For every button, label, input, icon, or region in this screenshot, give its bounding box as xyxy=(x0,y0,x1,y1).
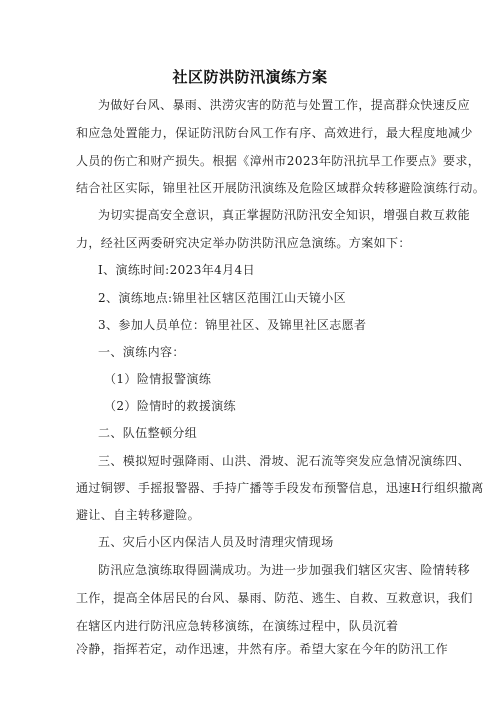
paragraph-line: 工作，提高全体居民的台风、暴雨、防范、逃生、自救、互救意识，我们 xyxy=(76,591,473,605)
section-heading: 二、队伍整顿分组 xyxy=(98,426,198,440)
list-item: I、演练时间:2023年4月4日 xyxy=(98,263,255,277)
paragraph-line: 避让、自主转移避险。 xyxy=(76,508,201,522)
section-heading: 五、灾后小区内保洁人员及时清理灾情现场 xyxy=(98,535,334,549)
section-heading: 一、演练内容： xyxy=(98,345,185,359)
paragraph-line: 结合社区实际，锦里社区开展防汛演练及危险区域群众转移避险演练行动。 xyxy=(76,181,486,195)
list-item: （2）险情时的救援演练 xyxy=(104,399,237,413)
list-item: 3、参加人员单位：锦里社区、及锦里社区志愿者 xyxy=(98,318,367,332)
paragraph-line: 和应急处置能力，保证防汛防台风工作有序、高效进行，最大程度地减少 xyxy=(76,126,473,140)
list-item: 2、演练地点:锦里社区辖区范围江山天镜小区 xyxy=(98,291,347,305)
paragraph-line: 人员的伤亡和财产损失。根据《漳州市2023年防汛抗旱工作要点》要求， xyxy=(76,154,481,168)
list-item: （1）险情报警演练 xyxy=(104,372,212,386)
paragraph-line: 在辖区内进行防汛应急转移演练，在演练过程中，队员沉着 xyxy=(76,619,399,633)
paragraph-line: 力，经社区两委研究决定举办防洪防汛应急演练。方案如下： xyxy=(76,236,411,250)
document-title: 社区防洪防汛演练方案 xyxy=(172,68,328,86)
paragraph-line: 为切实提高安全意识，真正掌握防汛防汛安全知识，增强自救互救能 xyxy=(98,208,471,222)
paragraph-line: 三、模拟短时强降雨、山洪、滑坡、泥石流等突发应急情况演练四、 xyxy=(98,454,471,468)
paragraph-line: 通过铜锣、手摇报警器、手持广播等手段发布预警信息，迅速H行组织撤离 xyxy=(76,481,484,495)
paragraph-line: 防汛应急演练取得圆满成功。为进一步加强我们辖区灾害、险情转移 xyxy=(98,563,471,577)
paragraph-line: 冷静，指挥若定，动作迅速，井然有序。希望大家在今年的防汛工作 xyxy=(76,642,449,656)
paragraph-line: 为做好台风、暴雨、洪涝灾害的防范与处置工作，提高群众快速反应 xyxy=(98,98,471,112)
